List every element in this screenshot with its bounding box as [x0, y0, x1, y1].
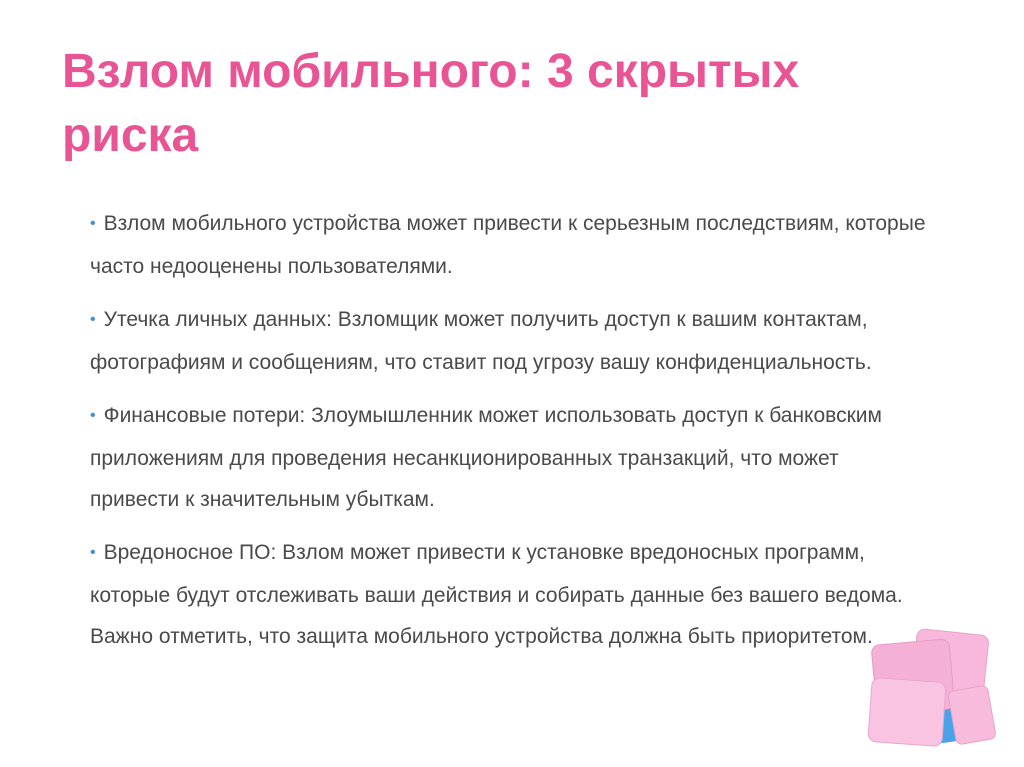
sticky-note-pink-front: [868, 677, 946, 746]
bullet-marker: •: [90, 215, 96, 232]
bullet-marker: •: [90, 311, 96, 328]
bullet-text: Утечка личных данных: Взломщик может получить доступ к вашим контактам, фотографиям и сообщениям, что ставит под угрозу вашу конфиденциальность.: [90, 308, 872, 374]
sticky-notes-icon: [856, 622, 996, 752]
bullet-item: [90, 532, 930, 657]
bullet-item: [90, 203, 930, 287]
bullet-text: Взлом мобильного устройства может привести к серьезным последствиям, которые часто недооценены пользователями.: [90, 212, 926, 278]
bullet-text: Вредоносное ПО: Взлом может привести к установке вредоносных программ, которые будут отслеживать ваши действия и собирать данные без вашего ведома. Важно отметить, что защита мобильного устройства должна быть приоритетом.: [90, 541, 903, 648]
bullet-item: [90, 395, 930, 520]
bullet-list: [90, 203, 930, 669]
bullet-item: [90, 299, 930, 383]
bullet-text: Финансовые потери: Злоумышленник может использовать доступ к банковским приложениям для проведения несанкционированных транзакций, что может привести к значительным убыткам.: [90, 404, 882, 511]
bullet-marker: •: [90, 544, 96, 561]
bullet-marker: •: [90, 407, 96, 424]
slide-title: Взлом мобильного: 3 скрытых риска: [62, 45, 800, 162]
